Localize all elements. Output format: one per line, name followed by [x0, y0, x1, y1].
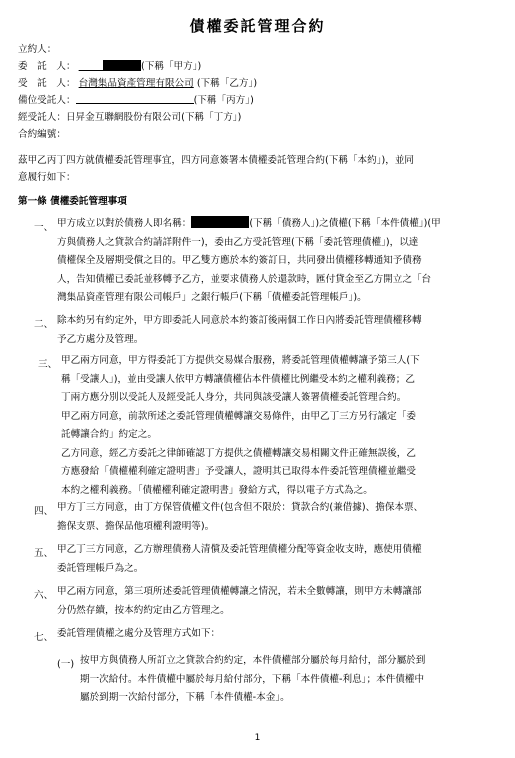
- clause-item: [57, 312, 487, 349]
- broker-name: 日昇金互聯網股份有限公司(下稱「丁方」): [65, 112, 242, 123]
- trustee-row: [18, 75, 257, 89]
- parties-header: 立約人：: [18, 44, 57, 55]
- trustee-label: 受 託 人：: [18, 78, 76, 89]
- clause-line: 稱「受讓人」)，並由受讓人依甲方轉讓債權佔本件債權比例繼受本約之權利義務；乙: [61, 373, 415, 385]
- clause-line: 託轉讓合約」約定之。: [61, 429, 157, 440]
- principal-label: 委 託 人：: [18, 61, 76, 72]
- clause-line: 分仍然存續，按本約約定由乙方管理之。: [57, 604, 230, 616]
- subclause-item: [80, 652, 490, 708]
- document-title: 債權委託管理合約: [189, 17, 326, 35]
- item-number: 五、: [34, 548, 54, 559]
- broker-row: [18, 109, 241, 123]
- item-number: 一、: [34, 222, 54, 233]
- clause-line: 方應發給「債權權利確定證明書」予受讓人，證明其已取得本件委託管理債權並繼受: [61, 466, 416, 477]
- item-number: 四、: [34, 506, 54, 517]
- section-heading: 第一條 債權委託管理事項: [18, 196, 127, 207]
- clause-text: 甲方成立以對於債務人即名稱：: [57, 218, 192, 229]
- subitem-number: (一): [57, 659, 75, 670]
- trustee-name: 台灣集品資產管理有限公司: [78, 78, 194, 89]
- subclause-line: 屬於到期一次給付部分，下稱「本件債權-本金」。: [80, 692, 290, 703]
- intro-line: 意履行如下：: [18, 172, 76, 183]
- deputy-suffix: (下稱「丙方」): [193, 95, 254, 106]
- clause-line: 擔保支票、擔保品他項權利證明等)。: [57, 520, 215, 532]
- clause-item: [61, 352, 491, 500]
- clause-line: 甲乙兩方同意，第三項所述委託管理債權轉讓之情況，若未全數轉讓，則甲方未轉讓部: [57, 586, 422, 597]
- debtor-name-redacted: [191, 216, 249, 228]
- clause-item: [57, 499, 487, 536]
- clause-line: 本約之權利義務。「債權權利確定證明書」發給方式，得以電子方式為之。: [61, 484, 373, 496]
- clause-line: 委託管理帳戶為之。: [57, 562, 144, 574]
- subclause-line: 按甲方與債務人所訂立之貸款合約約定，本件債權部分屬於每月給付，部分屬於到: [80, 655, 426, 666]
- clause-item: [57, 583, 487, 620]
- clause-line: 甲乙兩方同意，甲方得委託丁方提供交易媒合服務，將委託管理債權轉讓予第三人(下: [61, 355, 420, 366]
- clause-line: 除本約另有約定外，甲方即委託人同意於本約簽訂後兩個工作日內將委託管理債權移轉: [57, 315, 422, 326]
- intro-line: 茲甲乙丙丁四方就債權委託管理事宜，四方同意簽署本債權委託管理合約(下稱「本約」)，並同: [18, 155, 415, 166]
- clause-line: 予乙方處分及管理。: [57, 333, 144, 345]
- clause-line: 灣集品資產管理有限公司帳戶」之銀行帳戶(下稱「債權委託管理帳戶」)。: [57, 292, 367, 303]
- page-number: 1: [254, 733, 261, 743]
- deputy-name-blank: [76, 94, 194, 104]
- item-number: 三、: [38, 359, 58, 370]
- clause-line: 委託管理債權之處分及管理方式如下：: [57, 628, 221, 639]
- principal-row: [18, 58, 201, 72]
- clause-line: 甲乙丁三方同意，乙方辦理債務人清償及委託管理債權分配等資金收支時，應使用債權: [57, 544, 422, 555]
- clause-text: (下稱「債務人」)之債權(下稱「本件債權」)(甲: [249, 218, 441, 229]
- clause-line: 方與債務人之貸款合約請詳附件一)，委由乙方受託管理(下稱「委託管理債權」)，以達: [57, 236, 419, 248]
- deputy-row: [18, 92, 254, 106]
- clause-line: [57, 215, 487, 234]
- subclause-line: 期一次給付。本件債權中屬於每月給付部分，下稱「本件債權-利息」；本件債權中: [80, 673, 425, 685]
- principal-suffix: (下稱「甲方」): [141, 61, 202, 72]
- clause-line: 甲乙兩方同意，前款所述之委託管理債權轉讓交易條件，由甲乙丁三方另行議定「委: [61, 410, 416, 422]
- clause-item: [57, 625, 487, 644]
- broker-label: 經受託人：: [18, 112, 66, 123]
- contract-number-label: 合約編號：: [18, 129, 66, 140]
- deputy-label: 備位受託人：: [18, 95, 76, 106]
- clause-line: 丁兩方應分別以受託人及經受託人身分，共同與該受讓人簽署債權委託管理合約。: [61, 392, 407, 403]
- clause-item: [57, 215, 487, 308]
- clause-line: 債權保全及層期受償之目的。甲乙雙方應於本約簽訂日，共同發出債權移轉通知予債務: [57, 255, 422, 266]
- clause-line: 乙方同意，經乙方委託之律師確認丁方提供之債權轉讓交易相關文件正確無誤後，乙: [61, 447, 416, 459]
- clause-line: 人，告知債權已委託並移轉予乙方，並要求債務人於還款時，匯付貸金至乙方開立之「台: [57, 273, 432, 285]
- clause-item: [57, 541, 487, 578]
- intro-paragraph: [18, 152, 498, 186]
- principal-name-redacted: [79, 61, 141, 72]
- item-number: 七、: [34, 632, 54, 643]
- trustee-suffix: (下稱「乙方」): [196, 78, 258, 89]
- item-number: 六、: [34, 590, 54, 601]
- item-number: 二、: [34, 319, 54, 330]
- clause-line: 甲方丁三方同意，由丁方保管債權文件(包含但不限於：貸款合約(兼借據)、擔保本票、: [57, 502, 424, 513]
